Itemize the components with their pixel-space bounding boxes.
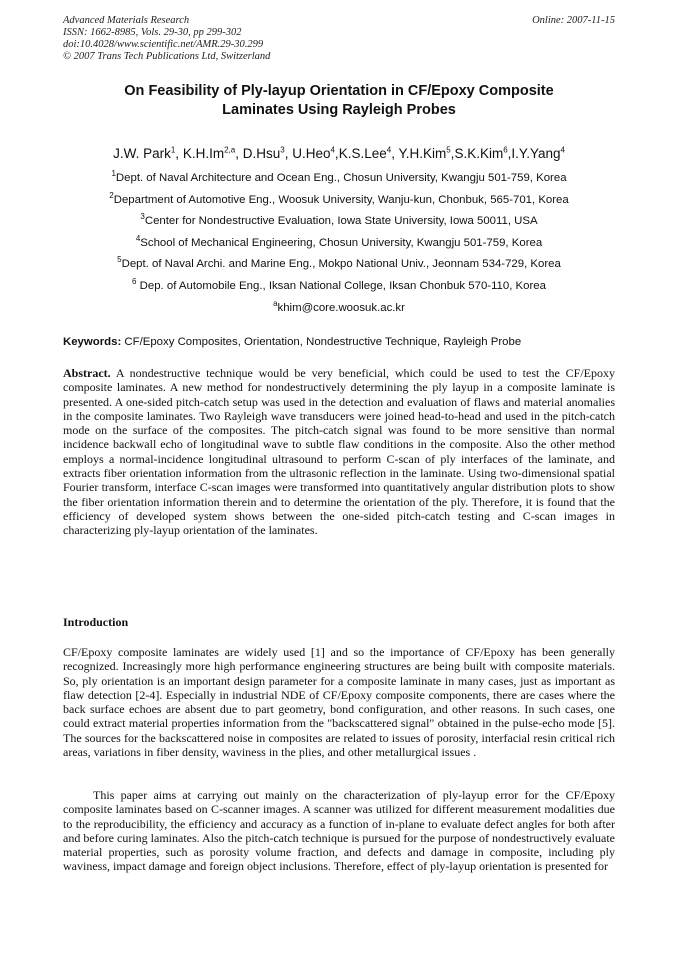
journal-name: Advanced Materials Research [63, 15, 190, 26]
affiliation: $^3$Center for Nondestructive Evaluation, Iowa State University, Iowa 50011, USA [140, 212, 538, 228]
journal-issn: ISSN: 1662-8985, Vols. 29-30, pp 299-302 [63, 27, 242, 38]
online-date: Online: 2007-11-15 [532, 15, 615, 26]
journal-header [63, 15, 615, 63]
author: J.W. Park$^1$, [113, 145, 183, 161]
abstract-text: A nondestructive technique would be very beneficial, which could be used to test the CF/Epoxy composite laminates. A new method for nondestructively determining the ply layup in a composite laminate is presented. A one-sided pitch-catch setup was used in the detection and evaluation of flaws and material anomalies in the composite laminates. Two Rayleigh wave transducers were joined head-to-head and used in the pitch-catch mode on the surface of the composites. The pitch-catch signal was found to be more sensitive than normal incidence backwall echo of longitudinal wave to subtle flaw conditions in the composite. Also the other method employs a normal-incidence longitudinal ultrasound to perform C-scan of ply interfaces of the laminate, and extracts fiber orientation information from the ultrasonic reflection in the laminate. Using two-dimensional spatial Fourier transform, interface C-scan images were transformed into quantitatively angular distribution plots to show the fiber orientation information therein and to determine the orientation of the ply. Therefore, it is found that the efficiency of developed system shows between the one-sided pitch-catch testing and C-scan images in characterizing ply-layup orientation of the laminates. [63, 366, 615, 538]
author-list [40, 146, 638, 161]
introduction-paragraph-2: This paper aims at carrying out mainly on the characterization of ply-layup error for the CF/Epoxy composite laminates based on C-scanner images. A scanner was utilized for different measurement modalities due to the reproducibility, the efficiency and accuracy as a function of in-plane to evaluate defect angles for both after and before curing laminates. Also the pitch-catch technique is pursued for the purpose of nondestructively evaluate material properties, such as porosity volume fraction, and defects and damage in composite, including ply waviness, impact damage and foreign object inclusions. Therefore, effect of ply-layup orientation is presented for [63, 788, 615, 874]
keywords-label: Keywords: [63, 336, 122, 348]
author: Y.H.Kim$^5$, [398, 145, 455, 161]
introduction-paragraph-1: CF/Epoxy composite laminates are widely used [1] and so the importance of CF/Epoxy has been generally recognized. Increasingly more high performance engineering structures are being built with composite materials. So, ply orientation is an important design parameter for a composite laminate in many cases, just as important as flaw detection [2-4]. Especially in industrial NDE of CF/Epoxy composite components, there are cases where the back surface echoes are absent due to part geometry, bond configuration, and other reasons. In such cases, one could extract material properties information from the "backscattered signal" obtained in the pulse-echo mode [5]. The sources for the backscattered noise in composites are related to issues of porosity, interfacial resin critical rich areas, variations in fiber density, waviness in the plies, and other metallurgical issues . [63, 645, 615, 760]
author: K.S.Lee$^4$, [338, 145, 399, 161]
affiliation: $^5$Dept. of Naval Archi. and Marine Eng., Mokpo National Univ., Jeonnam 534-729, Korea [117, 255, 561, 271]
author: D.Hsu$^3$, [242, 145, 293, 161]
affiliation: $^1$Dept. of Naval Architecture and Ocean Eng., Chosun University, Kwangju 501-759, Korea [111, 169, 567, 184]
section-heading-introduction: Introduction [63, 615, 129, 629]
author: S.K.Kim$^6$, [454, 145, 512, 161]
affiliation: $^2$Department of Automotive Eng., Woosuk University, Wanju-kun, Chonbuk, 565-701, Korea [109, 190, 569, 206]
abstract [63, 366, 615, 538]
author: U.Heo$^4$, [292, 145, 339, 161]
keywords-text: CF/Epoxy Composites, Orientation, Nondestructive Technique, Rayleigh Probe [121, 336, 522, 348]
affiliation: $^4$School of Mechanical Engineering, Chosun University, Kwangju 501-759, Korea [135, 233, 543, 249]
paper-title-line-1: On Feasibility of Ply-layup Orientation in CF/Epoxy Composite [124, 83, 554, 99]
paper-title-line-2: Laminates Using Rayleigh Probes [222, 102, 456, 118]
journal-copyright: © 2007 Trans Tech Publications Ltd, Switzerland [63, 51, 271, 62]
affiliation: $^6$ Dep. of Automobile Eng., Iksan National College, Iksan Chonbuk 570-110, Korea [132, 277, 546, 292]
contact-email[interactable]: $^a$khim@core.woosuk.ac.kr [273, 298, 405, 314]
abstract-label: Abstract. [63, 366, 111, 380]
affiliation-list [40, 168, 638, 319]
keywords [63, 336, 615, 348]
author: K.H.Im$^{2,a}$, [182, 145, 243, 161]
paper-title [63, 82, 615, 120]
author: I.Y.Yang$^4$ [511, 145, 565, 161]
journal-doi: doi:10.4028/www.scientific.net/AMR.29-30.299 [63, 39, 264, 50]
